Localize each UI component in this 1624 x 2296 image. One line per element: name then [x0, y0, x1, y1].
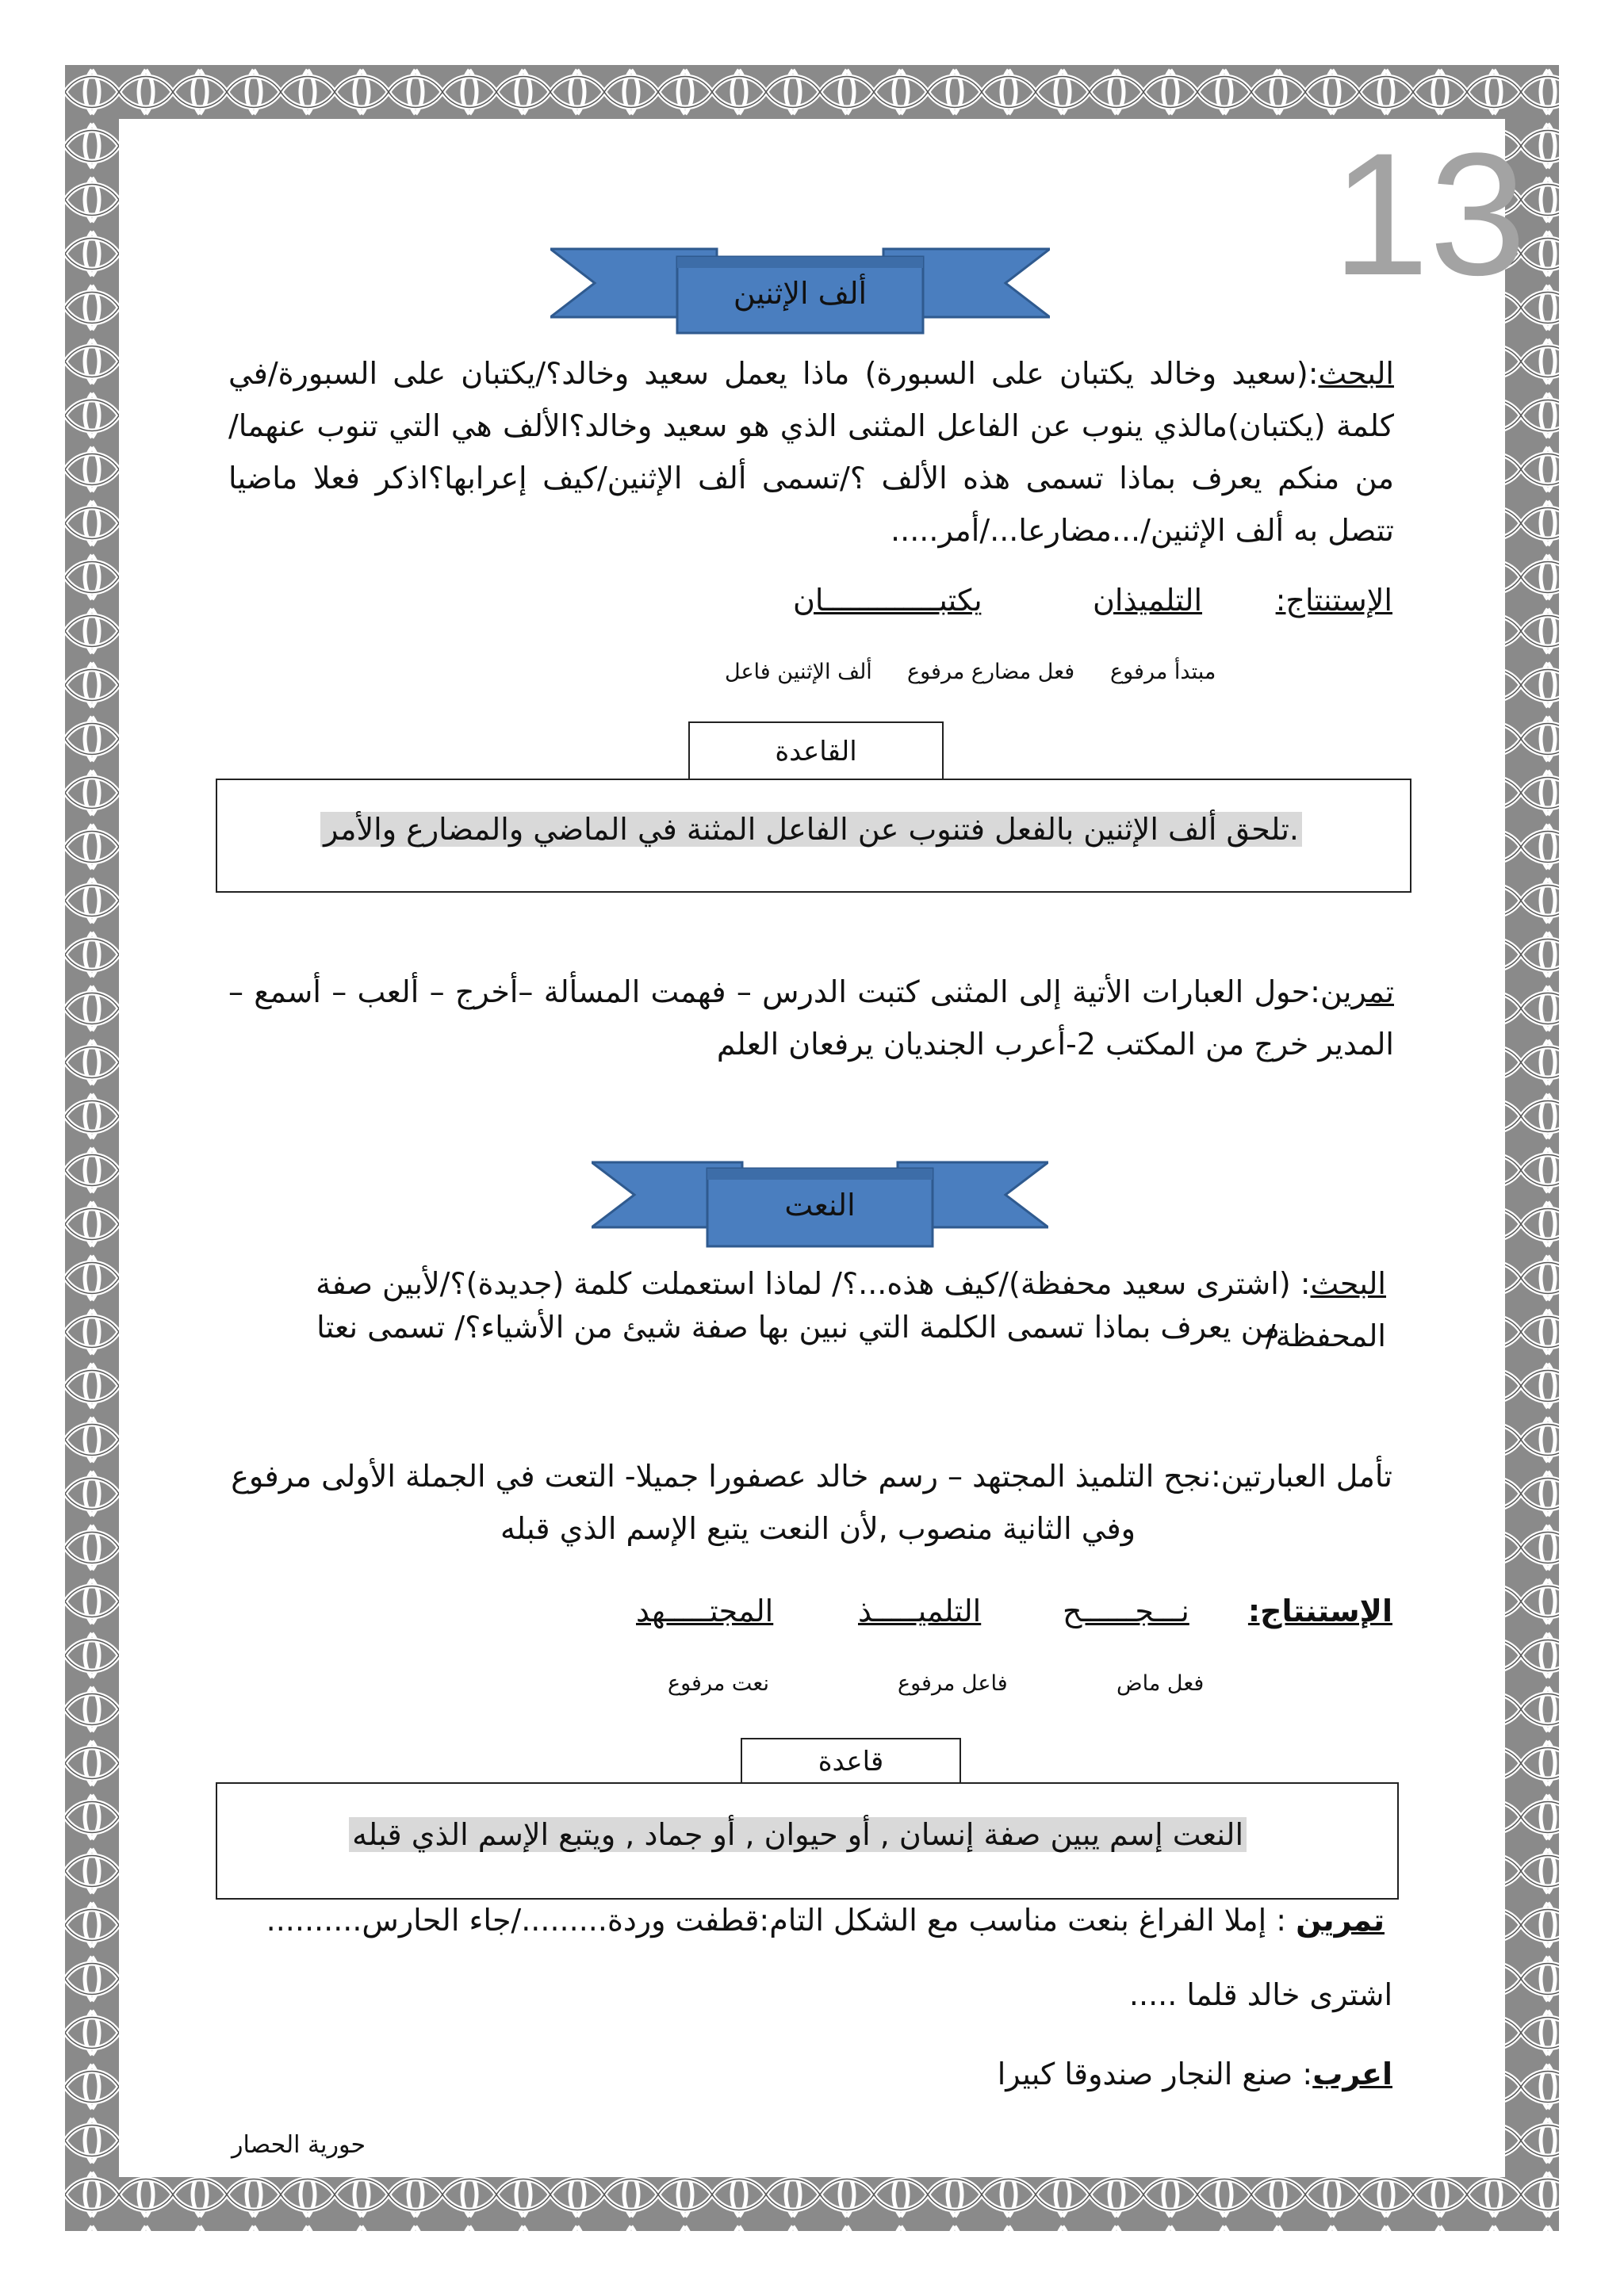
parse-exercise-text: : صنع النجار صندوقا كبيرا	[997, 2057, 1313, 2091]
exercise-label: تمرين	[1296, 1903, 1385, 1938]
conclusion-word: نـــجــــــح	[1063, 1594, 1189, 1628]
conclusion-word: المجتـــــهد	[636, 1594, 774, 1628]
parse-label: فعل مضارع مرفوع	[907, 660, 1075, 684]
research-paragraph	[228, 347, 1394, 557]
rule-title: القاعدة	[688, 721, 944, 782]
conclusion-word: يكتبـــــــــــــان	[793, 583, 982, 618]
conclusion-label: الإستنتاج:	[1275, 583, 1392, 618]
research-label: البحث	[1310, 1266, 1386, 1301]
observe-line2: وفي الثانية منصوب ,لأن النعت يتبع الإسم الذي قبله	[500, 1511, 1136, 1546]
observe-line1: تأمل العبارتين:نجح التلميذ المجتهد – رسم خالد عصفورا جميلا- التعت في الجملة الأولى مرفوع	[231, 1459, 1392, 1494]
page-number: 13	[1332, 117, 1526, 312]
conclusion-label: الإستنتاج:	[1247, 1594, 1392, 1628]
research-text-line2: من يعرف بماذا تسمى الكلمة التي نبين بها صفة شيئ من الأشياء؟/ تسمى نعتا	[316, 1310, 1280, 1345]
parse-label: نعت مرفوع	[668, 1671, 769, 1696]
rule-text: النعت إسم يبين صفة إنسان , أو حيوان , أو جماد , ويتبع الإسم الذي قبله	[349, 1817, 1247, 1852]
parse-label: فعل ماض	[1116, 1671, 1205, 1696]
parse-exercise-label: اعرب	[1312, 2057, 1392, 2091]
rule-box	[216, 779, 1411, 893]
lesson-banner-naat	[592, 1151, 1048, 1254]
parse-label: مبتدأ مرفوع	[1110, 660, 1216, 684]
parse-label: ألف الإثنين فاعل	[725, 660, 872, 684]
parse-exercise	[998, 2057, 1392, 2091]
research-text: :(سعيد وخالد يكتبان على السبورة) ماذا يعمل سعيد وخالد؟/يكتبان على السبورة/في كلمة (يكتبان)مالذي ينوب عن الفاعل المثنى الذي هو سعيد وخالد؟الألف هي التي تنوب عنهما/من منكم يعرف بماذا تسمى هذه الألف ؟/تسمى ألف الإثنين/كيف إعرابها؟اذكر فعلا ماضيا تتصل به ألف الإثنين/...مضارعا.../أمر.....	[228, 356, 1394, 548]
lesson-banner-alif-ithnayn	[550, 238, 1050, 341]
parse-label: فاعل مرفوع	[898, 1671, 1008, 1696]
author-name: حورية الحصار	[232, 2131, 366, 2159]
rule-box	[216, 1782, 1399, 1900]
exercise-paragraph	[228, 966, 1394, 1070]
banner-title: ألف الإثنين	[733, 276, 868, 311]
research-label: البحث	[1318, 356, 1394, 391]
conclusion-word: التلميذان	[1093, 583, 1203, 618]
research-text: : (اشترى سعيد محفظة)/كيف هذه...؟/ لماذا استعملت كلمة (جديدة)؟/لأبين صفة المحفظة/	[316, 1266, 1386, 1353]
rule-title: قاعدة	[741, 1738, 961, 1785]
rule-text: تلحق ألف الإثنين بالفعل فتنوب عن الفاعل المثنة في الماضي والمضارع والأمر.	[320, 812, 1302, 847]
exercise-text: :حول العبارات الأتية إلى المثنى كتبت الدرس – فهمت المسألة –أخرج – ألعب – أسمع – المدير خرج من المكتب 2-أعرب الجنديان يرفعان العلم	[228, 974, 1394, 1062]
exercise-line2: اشترى خالد قلما .....	[1128, 1977, 1392, 2012]
banner-title: النعت	[784, 1188, 856, 1223]
exercise-line1	[266, 1903, 1385, 1938]
conclusion-word: التلميـــــذ	[858, 1594, 982, 1628]
exercise-text: : إملا الفراغ بنعت مناسب مع الشكل التام:قطفت وردة........./جاء الحارس..........	[266, 1903, 1297, 1938]
exercise-label: تمرين	[1320, 974, 1394, 1009]
